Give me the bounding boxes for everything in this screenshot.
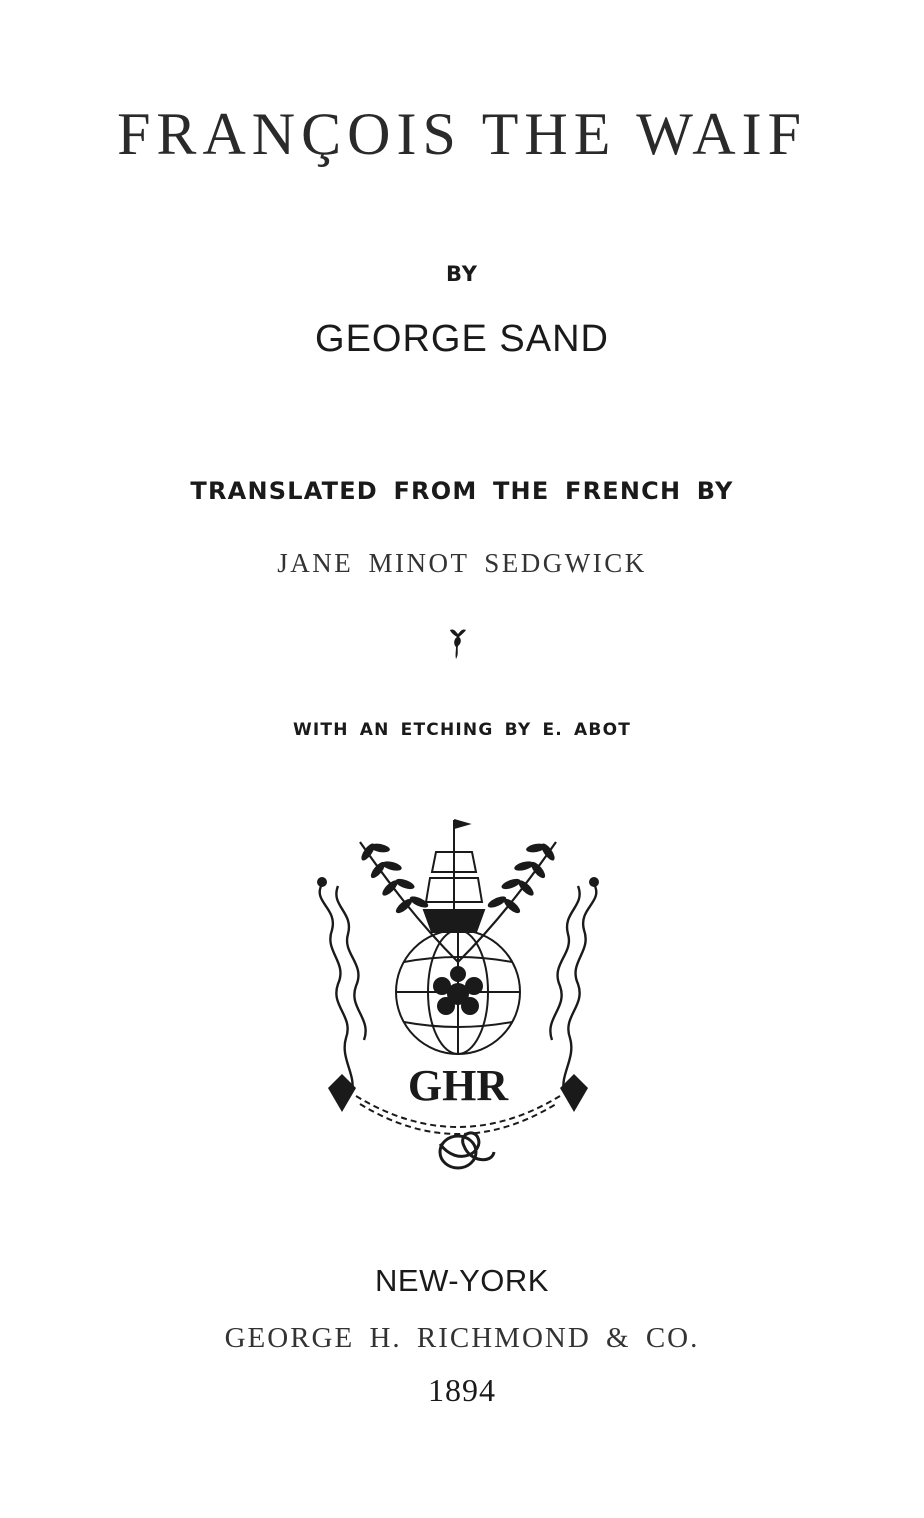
by-line: BY xyxy=(445,262,479,286)
translator-name: JANE MINOT SEDGWICK xyxy=(277,548,647,578)
translated-from-line: TRANSLATED FROM THE FRENCH BY xyxy=(190,477,734,505)
author-name: GEORGE SAND xyxy=(315,318,609,360)
imprint-publisher: GEORGE H. RICHMOND & CO. xyxy=(224,1322,700,1354)
imprint-city: NEW-YORK xyxy=(375,1263,549,1298)
ship-globe-wreath-device xyxy=(308,812,608,1184)
etching-credit: WITH AN ETCHING BY E. ABOT xyxy=(292,720,632,740)
monogram-ghr: GHR xyxy=(407,1061,509,1110)
book-title: FRANÇOIS THE WAIF xyxy=(117,101,807,167)
fleuron-icon xyxy=(447,626,469,660)
imprint-year: 1894 xyxy=(428,1372,496,1408)
